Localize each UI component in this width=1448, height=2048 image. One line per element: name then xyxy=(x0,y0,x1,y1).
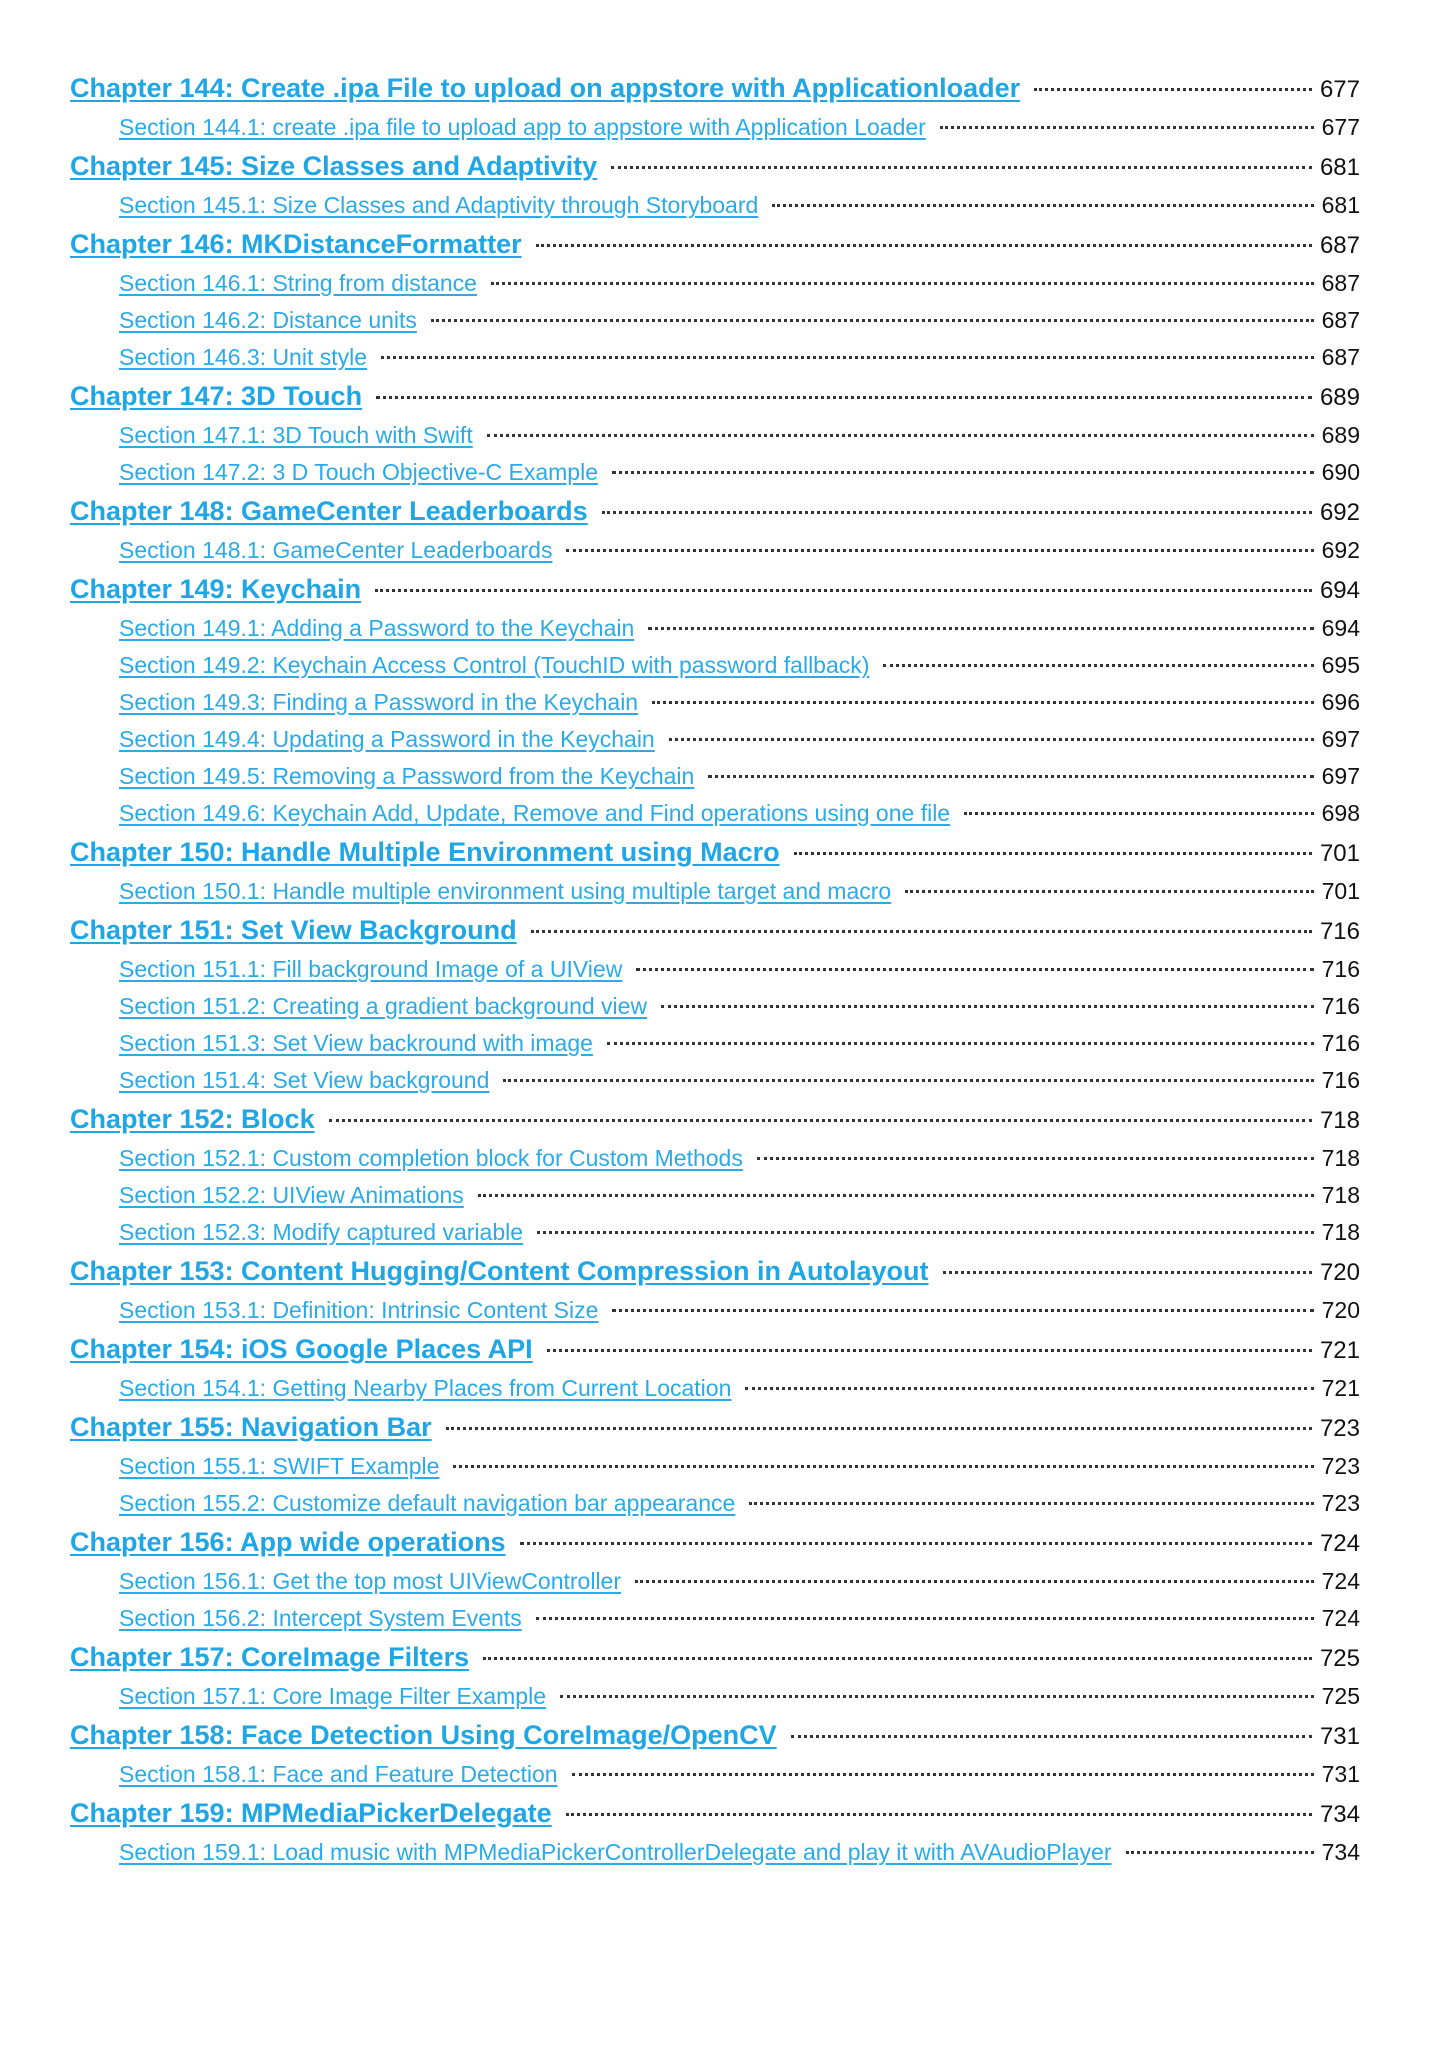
section-link[interactable]: Section 146.2: Distance units xyxy=(119,307,417,333)
chapter-link[interactable]: Chapter 144: Create .ipa File to upload on appstore with Applicationloader xyxy=(70,73,1021,103)
dot-leader xyxy=(612,471,1314,474)
dot-leader xyxy=(749,1502,1313,1505)
toc-page-number: 694 xyxy=(1319,577,1360,604)
toc-chapter-entry xyxy=(70,569,1360,610)
dot-leader xyxy=(940,126,1314,129)
toc-section-entry xyxy=(70,302,1360,339)
toc-page-number: 720 xyxy=(1319,1259,1360,1286)
toc-page-number: 718 xyxy=(1321,1182,1360,1208)
section-link[interactable]: Section 155.2: Customize default navigation bar appearance xyxy=(119,1490,736,1516)
toc-page-number: 725 xyxy=(1319,1645,1360,1672)
dot-leader xyxy=(446,1427,1312,1430)
toc-section-entry xyxy=(70,1214,1360,1251)
toc-page-number: 718 xyxy=(1321,1145,1360,1171)
dot-leader xyxy=(453,1465,1313,1468)
section-link[interactable]: Section 157.1: Core Image Filter Example xyxy=(119,1683,546,1709)
dot-leader xyxy=(772,204,1313,207)
toc-page-number: 687 xyxy=(1321,307,1360,333)
toc-page-number: 687 xyxy=(1319,232,1360,259)
chapter-link[interactable]: Chapter 148: GameCenter Leaderboards xyxy=(70,496,588,526)
toc-page-number: 701 xyxy=(1319,840,1360,867)
toc-page-number: 723 xyxy=(1319,1415,1360,1442)
toc-section-entry xyxy=(70,1370,1360,1407)
dot-leader xyxy=(376,396,1312,399)
toc-page-number: 731 xyxy=(1321,1761,1360,1787)
section-link[interactable]: Section 149.1: Adding a Password to the Keychain xyxy=(119,615,635,641)
toc-chapter-entry xyxy=(70,1251,1360,1292)
toc-section-entry xyxy=(70,873,1360,910)
dot-leader xyxy=(794,852,1312,855)
toc-section-entry xyxy=(70,1177,1360,1214)
toc-section-entry xyxy=(70,758,1360,795)
toc-page-number: 695 xyxy=(1321,652,1360,678)
toc-section-entry xyxy=(70,1600,1360,1637)
dot-leader xyxy=(478,1194,1314,1197)
dot-leader xyxy=(381,356,1314,359)
section-link[interactable]: Section 152.3: Modify captured variable xyxy=(119,1219,524,1245)
section-link[interactable]: Section 147.1: 3D Touch with Swift xyxy=(119,422,473,448)
toc-page-number: 687 xyxy=(1321,344,1360,370)
toc-section-entry xyxy=(70,454,1360,491)
toc-section-entry xyxy=(70,187,1360,224)
section-link[interactable]: Section 156.1: Get the top most UIViewController xyxy=(119,1568,622,1594)
dot-leader xyxy=(636,968,1313,971)
dot-leader xyxy=(487,434,1314,437)
section-link[interactable]: Section 152.1: Custom completion block for Custom Methods xyxy=(119,1145,743,1171)
toc-section-entry xyxy=(70,647,1360,684)
dot-leader xyxy=(943,1271,1312,1274)
toc-page-number: 716 xyxy=(1321,956,1360,982)
toc-page-number: 716 xyxy=(1321,1067,1360,1093)
toc-chapter-entry xyxy=(70,1715,1360,1756)
toc-page-number: 718 xyxy=(1319,1107,1360,1134)
dot-leader xyxy=(536,244,1312,247)
section-link[interactable]: Section 148.1: GameCenter Leaderboards xyxy=(119,537,553,563)
dot-leader xyxy=(547,1349,1312,1352)
toc-section-entry xyxy=(70,684,1360,721)
dot-leader xyxy=(537,1231,1314,1234)
toc-chapter-entry xyxy=(70,1099,1360,1140)
toc-section-entry xyxy=(70,1292,1360,1329)
toc-page-number: 721 xyxy=(1321,1375,1360,1401)
toc-page-number: 681 xyxy=(1319,154,1360,181)
dot-leader xyxy=(566,1813,1312,1816)
toc-section-entry xyxy=(70,1563,1360,1600)
toc-section-entry xyxy=(70,1025,1360,1062)
chapter-link[interactable]: Chapter 159: MPMediaPickerDelegate xyxy=(70,1798,552,1828)
section-link[interactable]: Section 153.1: Definition: Intrinsic Content Size xyxy=(119,1297,599,1323)
toc-page-number: 681 xyxy=(1321,192,1360,218)
toc-chapter-entry xyxy=(70,146,1360,187)
toc-page-number: 723 xyxy=(1321,1490,1360,1516)
toc-section-entry xyxy=(70,339,1360,376)
chapter-link[interactable]: Chapter 147: 3D Touch xyxy=(70,381,363,411)
chapter-link[interactable]: Chapter 153: Content Hugging/Content Compression in Autolayout xyxy=(70,1256,929,1286)
section-link[interactable]: Section 151.2: Creating a gradient background view xyxy=(119,993,648,1019)
dot-leader xyxy=(964,812,1314,815)
chapter-link[interactable]: Chapter 157: CoreImage Filters xyxy=(70,1642,470,1672)
toc-page-number: 694 xyxy=(1321,615,1360,641)
toc-page-number: 690 xyxy=(1321,459,1360,485)
toc-page-number: 723 xyxy=(1321,1453,1360,1479)
section-link[interactable]: Section 155.1: SWIFT Example xyxy=(119,1453,440,1479)
section-link[interactable]: Section 151.4: Set View background xyxy=(119,1067,490,1093)
toc-page-number: 716 xyxy=(1321,1030,1360,1056)
toc-page-number: 716 xyxy=(1319,918,1360,945)
toc-section-entry xyxy=(70,1678,1360,1715)
dot-leader xyxy=(375,589,1312,592)
toc-section-entry xyxy=(70,532,1360,569)
chapter-link[interactable]: Chapter 150: Handle Multiple Environment using Macro xyxy=(70,837,780,867)
toc-section-entry xyxy=(70,721,1360,758)
section-link[interactable]: Section 158.1: Face and Feature Detection xyxy=(119,1761,558,1787)
chapter-link[interactable]: Chapter 145: Size Classes and Adaptivity xyxy=(70,151,598,181)
chapter-link[interactable]: Chapter 151: Set View Background xyxy=(70,915,517,945)
toc-page-number: 689 xyxy=(1319,384,1360,411)
dot-leader xyxy=(520,1542,1312,1545)
toc-page-number: 698 xyxy=(1321,800,1360,826)
toc-page-number: 724 xyxy=(1319,1530,1360,1557)
toc-page-number: 724 xyxy=(1321,1568,1360,1594)
toc-chapter-entry xyxy=(70,1407,1360,1448)
dot-leader xyxy=(572,1773,1314,1776)
table-of-contents xyxy=(70,68,1360,1871)
toc-page-number: 720 xyxy=(1321,1297,1360,1323)
toc-page-number: 734 xyxy=(1321,1839,1360,1865)
dot-leader xyxy=(1034,88,1312,91)
toc-section-entry xyxy=(70,1140,1360,1177)
dot-leader xyxy=(491,282,1314,285)
section-link[interactable]: Section 154.1: Getting Nearby Places from Current Location xyxy=(119,1375,732,1401)
dot-leader xyxy=(669,738,1314,741)
dot-leader xyxy=(757,1157,1314,1160)
section-link[interactable]: Section 152.2: UIView Animations xyxy=(119,1182,464,1208)
section-link[interactable]: Section 149.6: Keychain Add, Update, Remove and Find operations using one file xyxy=(119,800,951,826)
toc-chapter-entry xyxy=(70,1522,1360,1563)
dot-leader xyxy=(745,1387,1313,1390)
toc-section-entry xyxy=(70,1062,1360,1099)
toc-page-number: 697 xyxy=(1321,726,1360,752)
toc-page-number: 734 xyxy=(1319,1801,1360,1828)
dot-leader xyxy=(431,319,1314,322)
toc-section-entry xyxy=(70,795,1360,832)
dot-leader xyxy=(661,1005,1314,1008)
toc-page-number: 718 xyxy=(1321,1219,1360,1245)
section-link[interactable]: Section 146.3: Unit style xyxy=(119,344,368,370)
toc-chapter-entry xyxy=(70,910,1360,951)
dot-leader xyxy=(503,1079,1313,1082)
toc-page-number: 687 xyxy=(1321,270,1360,296)
dot-leader xyxy=(536,1617,1314,1620)
section-link[interactable]: Section 150.1: Handle multiple environment using multiple target and macro xyxy=(119,878,892,904)
toc-section-entry xyxy=(70,1485,1360,1522)
chapter-link[interactable]: Chapter 158: Face Detection Using CoreImage/OpenCV xyxy=(70,1720,777,1750)
chapter-link[interactable]: Chapter 156: App wide operations xyxy=(70,1527,506,1557)
section-link[interactable]: Section 145.1: Size Classes and Adaptivity through Storyboard xyxy=(119,192,759,218)
section-link[interactable]: Section 156.2: Intercept System Events xyxy=(119,1605,522,1631)
toc-chapter-entry xyxy=(70,1637,1360,1678)
toc-page-number: 692 xyxy=(1321,537,1360,563)
toc-page-number: 725 xyxy=(1321,1683,1360,1709)
toc-section-entry xyxy=(70,1448,1360,1485)
dot-leader xyxy=(329,1119,1312,1122)
toc-chapter-entry xyxy=(70,1793,1360,1834)
dot-leader xyxy=(483,1657,1312,1660)
section-link[interactable]: Section 151.1: Fill background Image of a UIView xyxy=(119,956,623,982)
chapter-link[interactable]: Chapter 149: Keychain xyxy=(70,574,362,604)
section-link[interactable]: Section 144.1: create .ipa file to upload app to appstore with Application Loader xyxy=(119,114,926,140)
toc-page-number: 692 xyxy=(1319,499,1360,526)
toc-section-entry xyxy=(70,988,1360,1025)
section-link[interactable]: Section 151.3: Set View backround with image xyxy=(119,1030,593,1056)
dot-leader xyxy=(566,549,1313,552)
toc-page-number: 697 xyxy=(1321,763,1360,789)
toc-section-entry xyxy=(70,610,1360,647)
chapter-link[interactable]: Chapter 154: iOS Google Places API xyxy=(70,1334,533,1364)
dot-leader xyxy=(883,664,1313,667)
chapter-link[interactable]: Chapter 146: MKDistanceFormatter xyxy=(70,229,522,259)
section-link[interactable]: Section 149.2: Keychain Access Control (TouchID with password fallback) xyxy=(119,652,870,678)
toc-page-number: 731 xyxy=(1319,1723,1360,1750)
dot-leader xyxy=(612,1309,1313,1312)
toc-section-entry xyxy=(70,1756,1360,1793)
toc-section-entry xyxy=(70,417,1360,454)
dot-leader xyxy=(635,1580,1314,1583)
toc-page-number: 724 xyxy=(1321,1605,1360,1631)
toc-section-entry xyxy=(70,109,1360,146)
toc-chapter-entry xyxy=(70,224,1360,265)
section-link[interactable]: Section 149.5: Removing a Password from the Keychain xyxy=(119,763,695,789)
dot-leader xyxy=(560,1695,1314,1698)
dot-leader xyxy=(1126,1851,1314,1854)
toc-page-number: 696 xyxy=(1321,689,1360,715)
toc-chapter-entry xyxy=(70,491,1360,532)
toc-page-number: 701 xyxy=(1321,878,1360,904)
toc-chapter-entry xyxy=(70,376,1360,417)
toc-page-number: 689 xyxy=(1321,422,1360,448)
section-link[interactable]: Section 146.1: String from distance xyxy=(119,270,477,296)
section-link[interactable]: Section 149.3: Finding a Password in the Keychain xyxy=(119,689,639,715)
toc-section-entry xyxy=(70,265,1360,302)
toc-section-entry xyxy=(70,951,1360,988)
toc-chapter-entry xyxy=(70,832,1360,873)
chapter-link[interactable]: Chapter 152: Block xyxy=(70,1104,315,1134)
dot-leader xyxy=(611,166,1312,169)
dot-leader xyxy=(531,930,1312,933)
section-link[interactable]: Section 149.4: Updating a Password in the Keychain xyxy=(119,726,655,752)
dot-leader xyxy=(708,775,1313,778)
dot-leader xyxy=(791,1735,1312,1738)
dot-leader xyxy=(602,511,1312,514)
dot-leader xyxy=(607,1042,1314,1045)
dot-leader xyxy=(905,890,1313,893)
toc-page-number: 716 xyxy=(1321,993,1360,1019)
toc-section-entry xyxy=(70,1834,1360,1871)
toc-chapter-entry xyxy=(70,1329,1360,1370)
toc-chapter-entry xyxy=(70,68,1360,109)
toc-page-number: 721 xyxy=(1319,1337,1360,1364)
toc-page-number: 677 xyxy=(1321,114,1360,140)
dot-leader xyxy=(652,701,1314,704)
dot-leader xyxy=(648,627,1313,630)
section-link[interactable]: Section 147.2: 3 D Touch Objective-C Example xyxy=(119,459,598,485)
toc-page-number: 677 xyxy=(1319,76,1360,103)
section-link[interactable]: Section 159.1: Load music with MPMediaPickerControllerDelegate and play it with AVAudioPlayer xyxy=(119,1839,1112,1865)
chapter-link[interactable]: Chapter 155: Navigation Bar xyxy=(70,1412,432,1442)
